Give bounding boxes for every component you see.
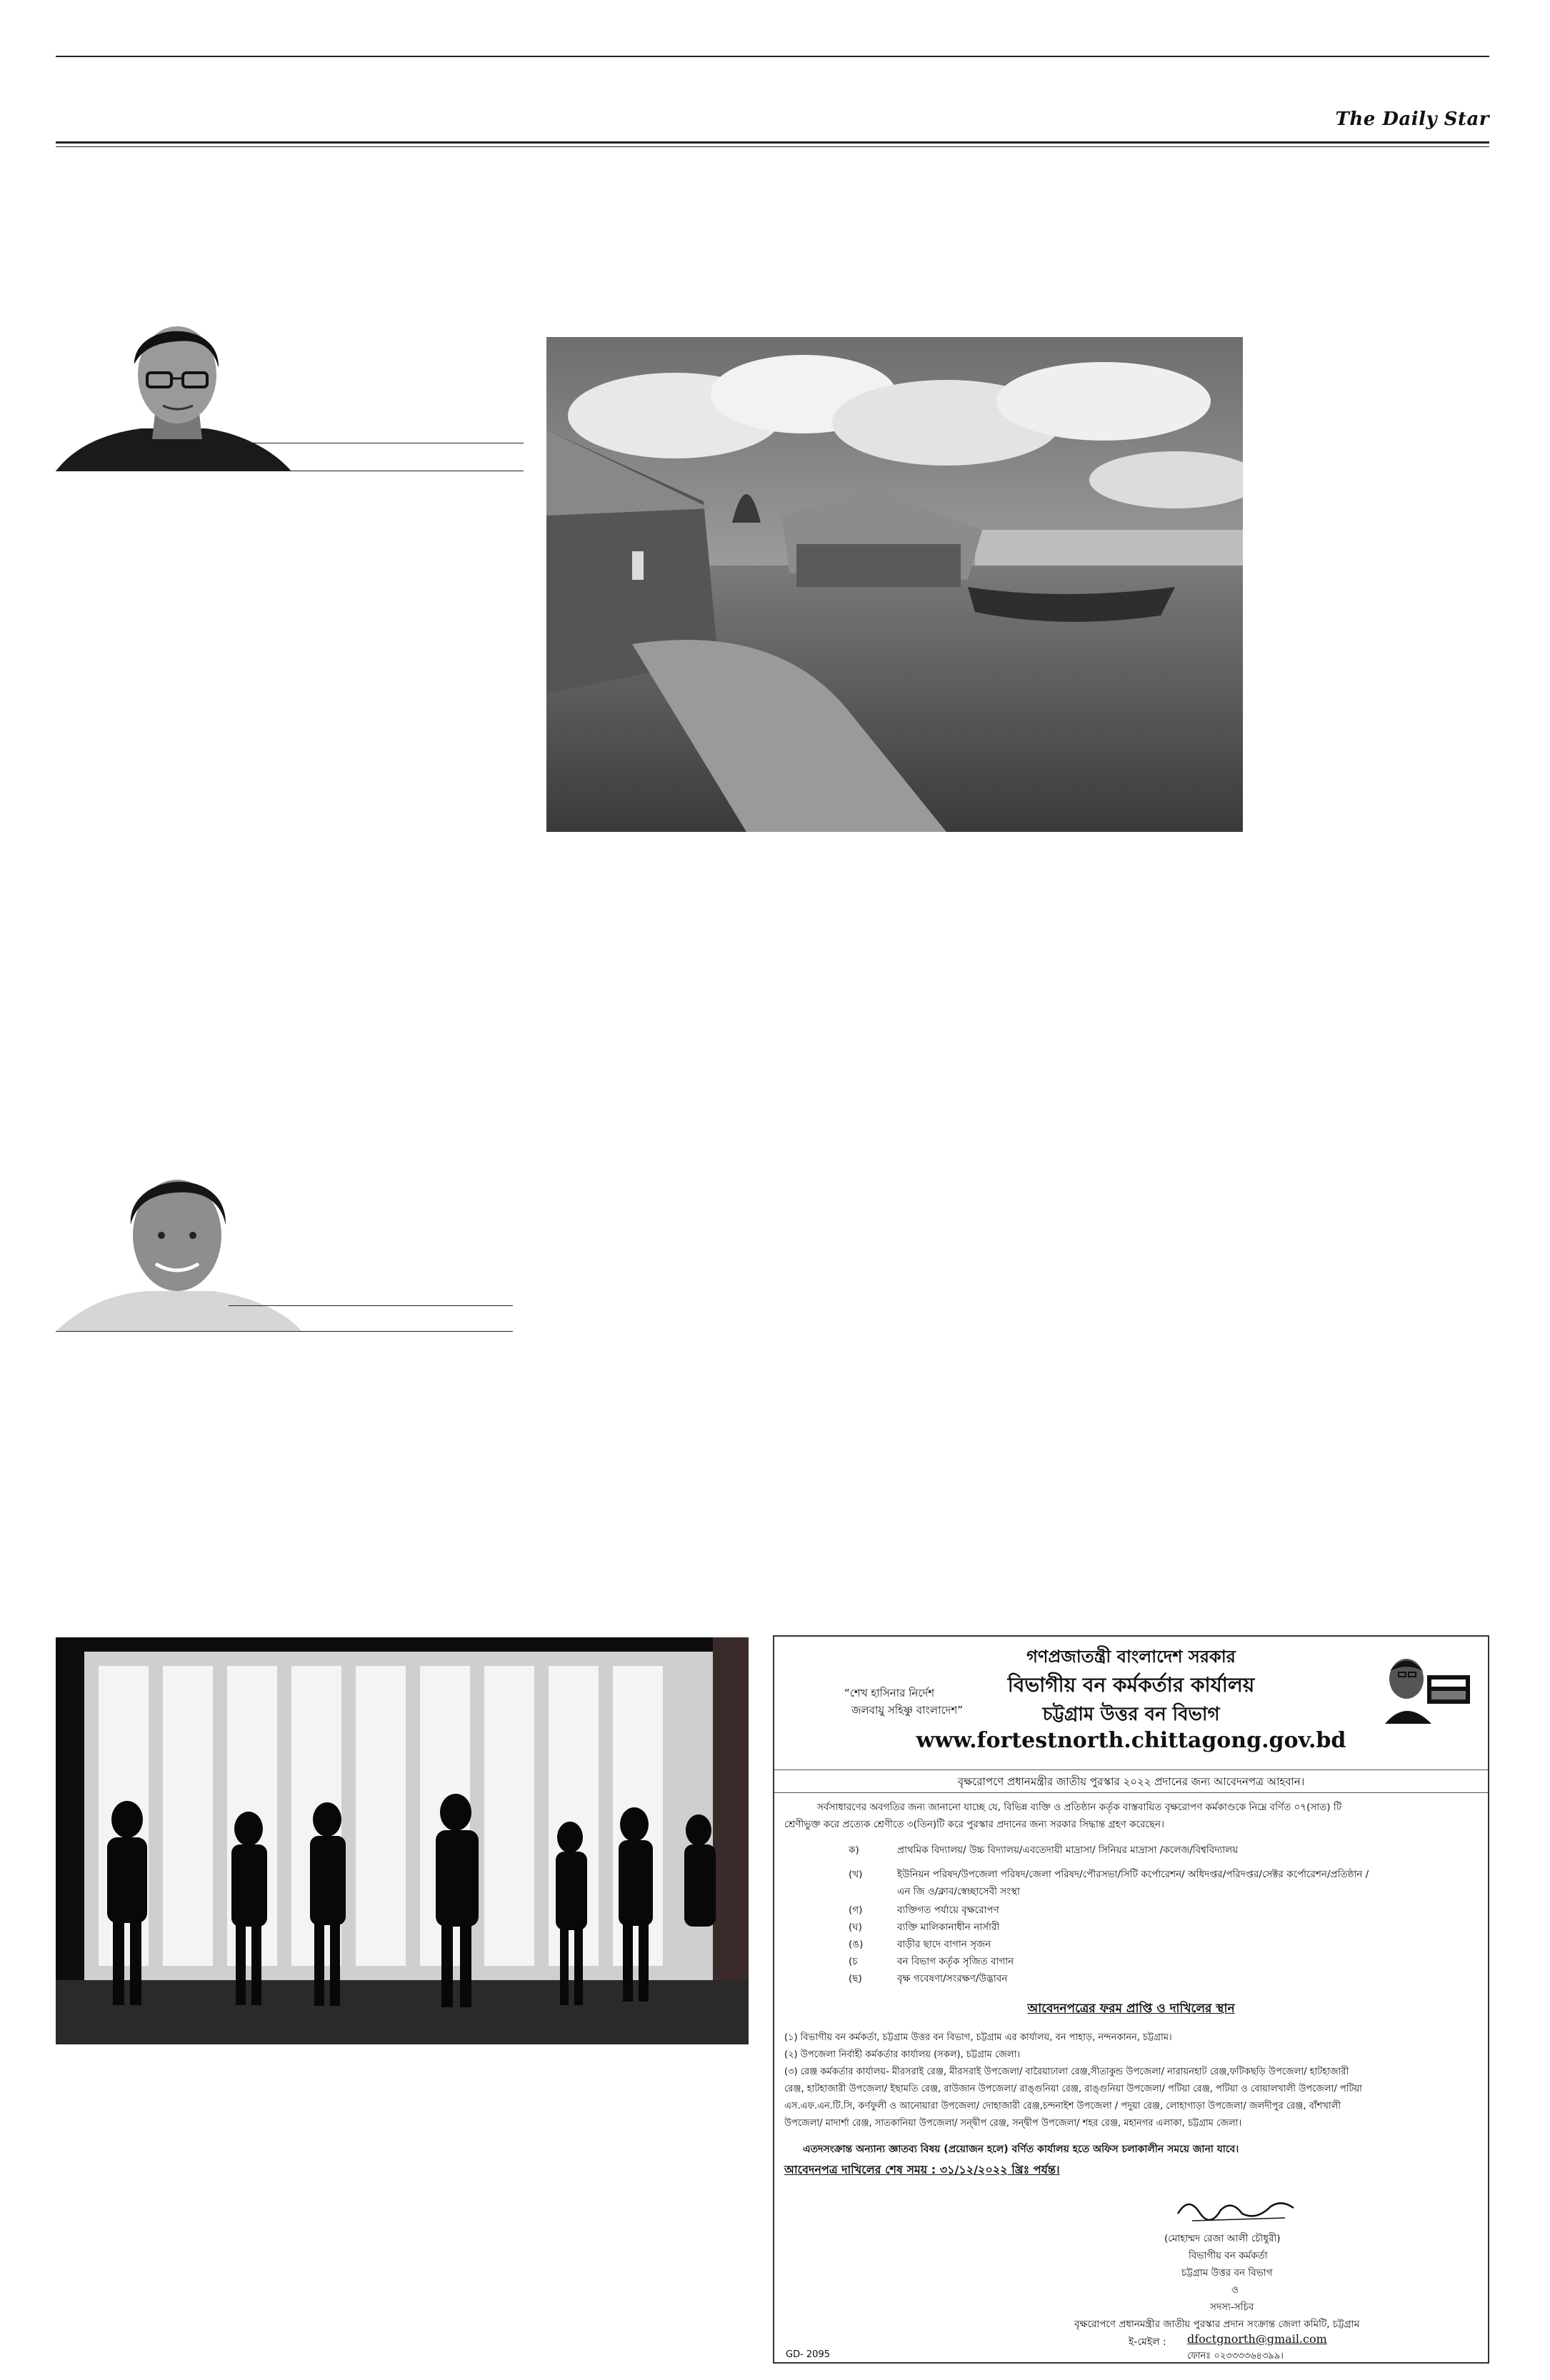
- header-rule-thin: [56, 146, 1489, 147]
- category-mark: (ঙ): [849, 1939, 864, 1950]
- office-heading: বিভাগীয় বন কর্মকর্তার কার্যালয়: [1007, 1673, 1255, 1697]
- govt-heading: গণপ্রজাতন্ত্রী বাংলাদেশ সরকার: [1026, 1647, 1236, 1667]
- place-line: এস.এফ.এন.টি.সি, কর্ণফুলী ও আনোয়ারা উপজেলা/ দোহাজারী রেঞ্জ,চন্দনাইশ উপজেলা / পদুয়া রেঞ্জ, লোহাগাড়া উপজেলা/ জলদীপুর রেঞ্জ, বাঁশখালী: [784, 2101, 1341, 2112]
- notice-rule: [774, 1769, 1488, 1770]
- signatory-role: সদস্য-সচিব: [1210, 2301, 1254, 2313]
- category-mark: (ছ): [849, 1973, 862, 1984]
- notice-title: বৃক্ষরোপণে প্রধানমন্ত্রীর জাতীয় পুরস্কার ২০২২ প্রদানের জন্য আবেদনপত্র আহবান।: [957, 1775, 1305, 1788]
- signatory-name: (মোহাম্মদ রেজা আলী চৌধুরী): [1164, 2233, 1281, 2244]
- signature: [1171, 2192, 1299, 2228]
- category-text: বাড়ীর ছাদে বাগান সৃজন: [897, 1939, 991, 1950]
- masthead-logo: The Daily Star: [1335, 109, 1489, 130]
- riverbank-erosion-photo: [546, 337, 1243, 832]
- category-mark: (ঘ): [849, 1922, 862, 1933]
- committee-line: বৃক্ষরোপণে প্রধানমন্ত্রীর জাতীয় পুরস্কার প্রদান সংক্রান্ত জেলা কমিটি, চট্টগ্রাম: [1074, 2319, 1360, 2330]
- email-label: ই-মেইল :: [1129, 2336, 1166, 2348]
- govt-advertisement: [773, 1635, 1489, 2364]
- category-text: বন বিভাগ কর্তৃক সৃজিত বাগান: [897, 1956, 1014, 1967]
- phone-line: ফোনঃ ০২৩৩৩৩৬৪৩৯৯।: [1187, 2351, 1284, 2361]
- place-line: উপজেলা/ মাদার্শা রেঞ্জ, সাতকানিয়া উপজেলা/ সন্দ্বীপ রেঞ্জ, সন্দ্বীপ উপজেলা/ শহর রেঞ্জ, মহানগর এলাকা, চট্টগ্রাম জেলা।: [784, 2118, 1242, 2129]
- category-mark: (চ: [849, 1956, 858, 1967]
- category-mark: (খ): [849, 1869, 863, 1880]
- intro-line-2: শ্রেণীভুক্ত করে প্রত্যেক শ্রেণীতে ৩(তিন)টি করে পুরস্কার প্রদানের জন্য সরকার সিদ্ধান্ত গ্রহণ করেছেন।: [784, 1819, 1164, 1830]
- byline-rule: [56, 1331, 513, 1332]
- form-heading: আবেদনপত্রের ফরম প্রাপ্তি ও দাখিলের স্থান: [1027, 2002, 1235, 2016]
- header-rule: [56, 141, 1489, 144]
- byline-rule: [229, 1305, 513, 1306]
- category-mark: ক): [849, 1844, 859, 1856]
- notice-rule: [774, 1792, 1488, 1793]
- category-text: ইউনিয়ন পরিষদ/উপজেলা পরিষদ/জেলা পরিষদ/পৌরসভা/সিটি কর্পোরেশন/ অধিদপ্তর/পরিদপ্তর/সেক্টর কর্পোরেশন/প্রতিষ্ঠান /: [897, 1869, 1369, 1880]
- category-text: বৃক্ষ গবেষণা/সংরক্ষণ/উদ্ভাবন: [897, 1973, 1008, 1984]
- division-heading: চট্টগ্রাম উত্তর বন বিভাগ: [1042, 1704, 1220, 1725]
- category-text: এন জি ও/ক্লাব/স্বেচ্ছাসেবী সংস্থা: [897, 1886, 1020, 1897]
- top-rule: [56, 56, 1489, 57]
- category-mark: (গ): [849, 1904, 863, 1916]
- place-line: (১) বিভাগীয় বন কর্মকর্তা, চট্টগ্রাম উত্তর বন বিভাগ, চট্টগ্রাম এর কার্যালয়, বন পাহাড়, নন্দনকানন, চট্টগ্রাম।: [784, 2032, 1172, 2043]
- website-heading: www.fortestnorth.chittagong.gov.bd: [916, 1728, 1346, 1753]
- columnist-photo-top: [56, 307, 524, 471]
- category-text: ব্যক্তি মালিকানাধীন নার্সারী: [897, 1922, 1000, 1933]
- email-link[interactable]: dfoctgnorth@gmail.com: [1187, 2332, 1327, 2346]
- category-text: প্রাথমিক বিদ্যালয়/ উচ্চ বিদ্যালয়/এবতেদায়ী মাদ্রাসা/ সিনিয়র মাদ্রাসা /কলেজ/বিশ্ববিদ্যালয়: [897, 1844, 1239, 1856]
- signatory-and: ও: [1231, 2284, 1239, 2296]
- place-line: (৩) রেঞ্জ কর্মকর্তার কার্যালয়- মীরসরাই রেঞ্জ, মীরসরাই উপজেলা/ বারৈয়াঢালা রেঞ্জ,সীতাকুন্ড উপজেলা/ নারায়নহাট রেঞ্জ,ফটিকছড়ি উপজেলা/ হাটহাজারী: [784, 2067, 1349, 2077]
- deadline-line: আবেদনপত্র দাখিলের শেষ সময় : ৩১/১২/২০২২ খ্রিঃ পর্যন্ত।: [784, 2163, 1060, 2176]
- signatory-title: বিভাগীয় বন কর্মকর্তা: [1189, 2250, 1268, 2261]
- portrait-emblem: [1374, 1647, 1474, 1724]
- slogan-line-1: “শেখ হাসিনার নির্দেশ: [844, 1687, 935, 1699]
- place-line: রেঞ্জ, হাটহাজারী উপজেলা/ ইছামতি রেঞ্জ, রাউজান উপজেলা/ রাঙ্গুনিয়া রেঞ্জ, রাঙ্গুনিয়া উপজেলা/ পটিয়া রেঞ্জ, পটিয়া ও বোয়ালখালী উপজেলা/ পটিয়া: [784, 2084, 1362, 2094]
- place-line: (২) উপজেলা নির্বাহী কর্মকর্তার কার্যালয় (সকল), চট্টগ্রাম জেলা।: [784, 2049, 1020, 2060]
- intro-line-1: সর্বসাধারণের অবগতির জন্য জানানো যাচ্ছে যে, বিভিন্ন ব্যক্তি ও প্রতিষ্ঠান কর্তৃক বাস্তবায়িত বৃক্ষরোপণ কর্মকাণ্ডকে নিম্নে বর্ণিত ০৭(সাত) টি: [817, 1802, 1342, 1813]
- slogan-line-2: জলবায়ু সহিষ্ণু বাংলাদেশ”: [851, 1704, 964, 1717]
- signatory-division: চট্টগ্রাম উত্তর বন বিভাগ: [1181, 2267, 1273, 2279]
- queue-outside-building-photo: [56, 1637, 749, 2044]
- category-text: ব্যক্তিগত পর্যায়ে বৃক্ষরোপণ: [897, 1904, 999, 1916]
- info-note: এতদসংক্রান্ত অন্যান্য জ্ঞাতব্য বিষয় (প্রয়োজন হলে) বর্ণিত কার্যালয় হতে অফিস চলাকালীন সময়ে জানা যাবে।: [803, 2144, 1239, 2155]
- ad-code: GD- 2095: [786, 2349, 830, 2360]
